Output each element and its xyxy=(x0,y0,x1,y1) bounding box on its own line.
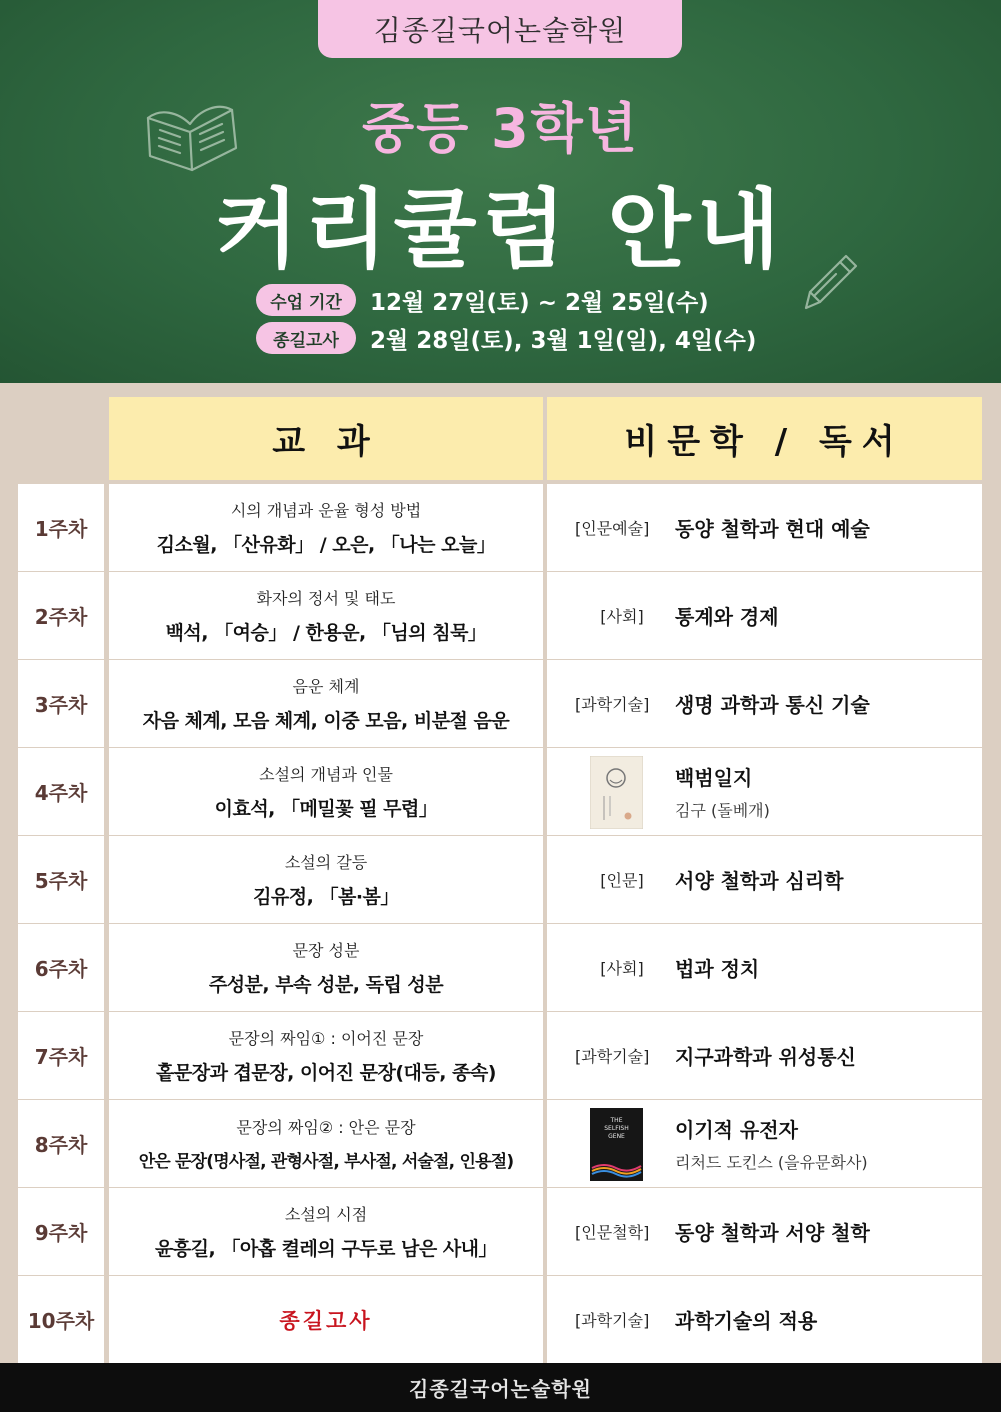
reading-category: [과학기술] xyxy=(575,1047,650,1066)
table-row xyxy=(0,1188,1001,1275)
reading-cell xyxy=(547,1188,982,1275)
reading-cell xyxy=(547,484,982,571)
book-author: 리처드 도킨스 (을유문화사) xyxy=(675,1153,868,1172)
exam-label: 종길고사 xyxy=(279,1308,373,1333)
table-row xyxy=(0,660,1001,747)
subject-cell xyxy=(109,572,543,659)
subject-cell xyxy=(109,748,543,835)
subject-works: 이효석, 「메밀꽃 필 무렵」 xyxy=(214,798,438,820)
subject-topic: 화자의 정서 및 태도 xyxy=(256,589,396,608)
cover-text-line: THE xyxy=(610,1117,623,1124)
exam-badge: 종길고사 xyxy=(256,322,356,354)
exam-date-row xyxy=(256,321,756,355)
reading-title: 생명 과학과 통신 기술 xyxy=(675,693,870,717)
book-title: 백범일지 xyxy=(675,766,753,790)
reading-title: 과학기술의 적용 xyxy=(675,1309,818,1333)
subject-cell xyxy=(109,836,543,923)
subject-topic: 문장의 짜임① : 이어진 문장 xyxy=(228,1029,424,1048)
reading-title: 동양 철학과 현대 예술 xyxy=(675,517,870,541)
class-period-badge: 수업 기간 xyxy=(256,284,356,316)
week-label: 7주차 xyxy=(18,1012,104,1099)
week-label: 8주차 xyxy=(18,1100,104,1187)
week-label: 6주차 xyxy=(18,924,104,1011)
table-row xyxy=(0,1012,1001,1099)
reading-cell xyxy=(547,1100,982,1187)
book-author: 김구 (돌베개) xyxy=(675,801,770,820)
reading-category: [인문예술] xyxy=(575,519,650,538)
reading-category: [사회] xyxy=(600,959,644,978)
week-label: 2주차 xyxy=(18,572,104,659)
table-row xyxy=(0,748,1001,835)
week-label: 1주차 xyxy=(18,484,104,571)
subject-works: 윤흥길, 「아홉 켤레의 구두로 남은 사내」 xyxy=(154,1238,498,1260)
subject-cell xyxy=(109,1188,543,1275)
subject-topic: 소설의 개념과 인물 xyxy=(259,765,393,784)
reading-title: 법과 정치 xyxy=(675,957,760,981)
week-label: 5주차 xyxy=(18,836,104,923)
subject-cell xyxy=(109,924,543,1011)
reading-cell xyxy=(547,748,982,835)
subject-topic: 문장 성분 xyxy=(292,941,360,960)
subject-cell xyxy=(109,484,543,571)
grade-title: 중등 3학년 xyxy=(361,97,640,160)
subject-topic: 음운 체계 xyxy=(292,677,360,696)
subject-cell xyxy=(109,1276,543,1363)
reading-title: 서양 철학과 심리학 xyxy=(675,869,844,893)
reading-title: 통계와 경제 xyxy=(675,605,779,629)
table-row xyxy=(0,484,1001,571)
table-row xyxy=(0,1276,1001,1363)
subject-works: 백석, 「여승」 / 한용운, 「님의 침묵」 xyxy=(165,622,487,644)
footer-academy-name: 김종길국어논술학원 xyxy=(0,1363,1001,1412)
week-label: 3주차 xyxy=(18,660,104,747)
table-row xyxy=(0,924,1001,1011)
exam-date-value: 2월 28일(토), 3월 1일(일), 4일(수) xyxy=(370,327,757,354)
subject-works: 김유정, 「봄·봄」 xyxy=(253,886,399,908)
subject-works: 주성분, 부속 성분, 독립 성분 xyxy=(208,974,444,996)
book-cover-selfish-gene xyxy=(590,1108,643,1181)
subject-works: 안은 문장(명사절, 관형사절, 부사절, 서술절, 인용절) xyxy=(138,1152,514,1172)
reading-category: [인문철학] xyxy=(575,1223,650,1242)
reading-cell xyxy=(547,836,982,923)
class-period-value: 12월 27일(토) ~ 2월 25일(수) xyxy=(370,289,709,316)
cover-text-line: SELFISH xyxy=(604,1125,629,1132)
subject-works: 김소월, 「산유화」 / 오은, 「나는 오늘」 xyxy=(156,534,496,556)
academy-name-pill: 김종길국어논술학원 xyxy=(318,0,682,58)
reading-cell xyxy=(547,924,982,1011)
subject-cell xyxy=(109,1012,543,1099)
subject-topic: 소설의 갈등 xyxy=(284,853,368,872)
pencil-icon xyxy=(798,250,862,314)
class-period-row xyxy=(256,283,709,317)
subject-cell xyxy=(109,1100,543,1187)
subject-works: 자음 체계, 모음 체계, 이중 모음, 비분절 음운 xyxy=(142,710,510,732)
subject-topic: 시의 개념과 운율 형성 방법 xyxy=(230,501,422,520)
curriculum-table xyxy=(0,383,1001,1363)
reading-category: [사회] xyxy=(600,607,644,626)
reading-category: [과학기술] xyxy=(575,1311,650,1330)
header-banner xyxy=(0,0,1001,383)
reading-title: 지구과학과 위성통신 xyxy=(675,1045,856,1069)
subject-works: 홑문장과 겹문장, 이어진 문장(대등, 종속) xyxy=(156,1062,496,1084)
week-label: 10주차 xyxy=(18,1276,104,1363)
reading-title: 동양 철학과 서양 철학 xyxy=(675,1221,870,1245)
book-cover-baekbeom xyxy=(590,756,643,829)
reading-category: [과학기술] xyxy=(575,695,650,714)
reading-cell xyxy=(547,1012,982,1099)
table-row xyxy=(0,1100,1001,1187)
reading-category: [인문] xyxy=(600,871,644,890)
subject-topic: 소설의 시점 xyxy=(284,1205,368,1224)
book-title: 이기적 유전자 xyxy=(675,1118,798,1142)
cover-text-line: GENE xyxy=(608,1133,625,1140)
table-row xyxy=(0,572,1001,659)
reading-cell xyxy=(547,572,982,659)
table-row xyxy=(0,836,1001,923)
curriculum-title: 커리큘럼 안내 xyxy=(215,180,786,280)
reading-cell xyxy=(547,660,982,747)
reading-cell xyxy=(547,1276,982,1363)
week-label: 4주차 xyxy=(18,748,104,835)
reading-column-header: 비문학 / 독서 xyxy=(547,397,982,480)
week-label: 9주차 xyxy=(18,1188,104,1275)
subject-topic: 문장의 짜임② : 안은 문장 xyxy=(236,1118,416,1137)
subject-cell xyxy=(109,660,543,747)
subject-column-header: 교 과 xyxy=(109,397,543,480)
